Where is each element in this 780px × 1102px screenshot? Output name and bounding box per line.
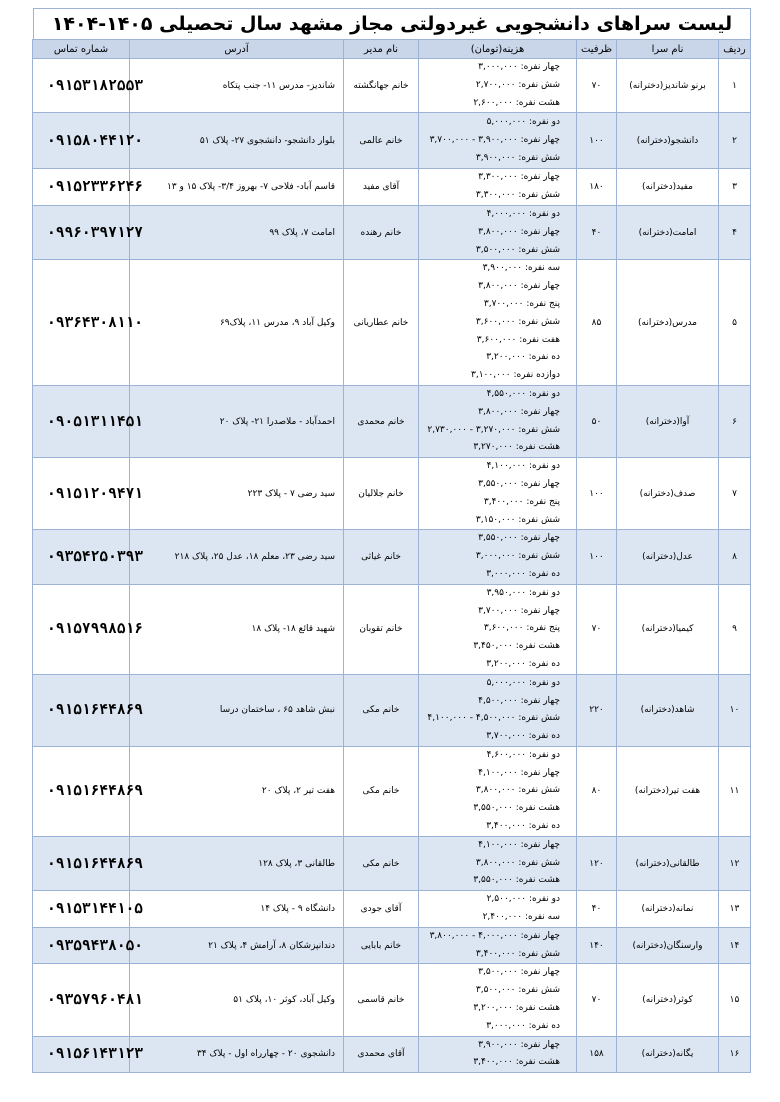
row-number-cell: ۳	[719, 169, 751, 206]
cost-line: شش نفره: ۳,۸۰۰,۰۰۰	[475, 857, 560, 868]
cost-cell	[419, 385, 577, 457]
cost-line: شش نفره: ۳,۵۰۰,۰۰۰	[475, 244, 560, 255]
row-number-cell: ۱۶	[719, 1036, 751, 1073]
cost-line: ده نفره: ۳,۲۰۰,۰۰۰	[486, 658, 560, 669]
dorm-name-cell: کوثر(دخترانه)	[617, 964, 719, 1036]
phone-cell: ۰۹۱۵۱۶۴۴۸۶۹	[33, 674, 130, 746]
cost-line: دو نفره: ۴,۱۰۰,۰۰۰	[486, 461, 560, 472]
dormitory-table	[32, 39, 751, 1073]
table-row	[33, 169, 751, 206]
cost-line: شش نفره: ۲,۷۰۰,۰۰۰	[475, 79, 560, 90]
table-row	[33, 836, 751, 890]
cost-cell	[419, 1036, 577, 1073]
table-row	[33, 1036, 751, 1073]
row-number-cell: ۱۲	[719, 836, 751, 890]
address-cell: دانشجوی ۲۰ - چهارراه اول - پلاک ۳۴	[130, 1036, 344, 1073]
dorm-name-cell: عدل(دخترانه)	[617, 530, 719, 584]
cost-line: چهار نفره: ۳,۵۵۰,۰۰۰	[478, 478, 560, 489]
cost-cell	[419, 205, 577, 259]
cost-line: چهار نفره: ۳,۷۰۰,۰۰۰	[478, 605, 560, 616]
cost-cell	[419, 530, 577, 584]
table-row	[33, 964, 751, 1036]
cost-line: چهار نفره: ۴,۵۰۰,۰۰۰	[478, 695, 560, 706]
cost-line: پنج نفره: ۳,۴۰۰,۰۰۰	[483, 496, 560, 507]
cost-line: ده نفره: ۳,۰۰۰,۰۰۰	[486, 568, 560, 579]
phone-cell: ۰۹۱۵۱۶۴۴۸۶۹	[33, 836, 130, 890]
cost-line: چهار نفره: ۳,۹۰۰,۰۰۰	[478, 1039, 560, 1050]
address-cell: طالقانی ۳، پلاک ۱۲۸	[130, 836, 344, 890]
dorm-name-cell: دانشجو(دخترانه)	[617, 113, 719, 169]
cost-cell	[419, 113, 577, 169]
dorm-name-cell: مدرس(دخترانه)	[617, 260, 719, 386]
table-row	[33, 113, 751, 169]
capacity-cell: ۴۰	[577, 205, 617, 259]
cost-line: پنج نفره: ۳,۷۰۰,۰۰۰	[483, 298, 560, 309]
cost-line: شش نفره: ۳,۱۵۰,۰۰۰	[475, 514, 560, 525]
page-title: لیست سراهای دانشجویی غیردولتی مجاز مشهد سال تحصیلی ۱۴۰۵-۱۴۰۴	[33, 8, 751, 39]
cost-line: چهار نفره: ۳,۵۰۰,۰۰۰	[478, 967, 560, 978]
dorm-name-cell: وارسنگان(دخترانه)	[617, 927, 719, 964]
manager-cell: آقای مفید	[344, 169, 419, 206]
cost-cell	[419, 458, 577, 530]
cost-line: چهار نفره: ۳,۹۰۰,۰۰۰ - ۳,۷۰۰,۰۰۰	[429, 134, 560, 145]
manager-cell: آقای جودی	[344, 891, 419, 928]
capacity-cell: ۲۲۰	[577, 674, 617, 746]
row-number-cell: ۱۴	[719, 927, 751, 964]
capacity-cell: ۷۰	[577, 584, 617, 674]
cost-line: شش نفره: ۳,۰۰۰,۰۰۰	[475, 551, 560, 562]
cost-line: چهار نفره: ۳,۸۰۰,۰۰۰	[478, 226, 560, 237]
cost-cell	[419, 169, 577, 206]
manager-cell: آقای محمدی	[344, 1036, 419, 1073]
header-row	[33, 40, 751, 59]
address-cell: دانشگاه ۹ - پلاک ۱۴	[130, 891, 344, 928]
header-manager: نام مدیر	[344, 40, 419, 59]
row-number-cell: ۸	[719, 530, 751, 584]
manager-cell: خانم جلالیان	[344, 458, 419, 530]
capacity-cell: ۱۰۰	[577, 458, 617, 530]
table-row	[33, 385, 751, 457]
phone-cell: ۰۹۳۵۹۴۳۸۰۵۰	[33, 927, 130, 964]
dorm-name-cell: هفت تیر(دخترانه)	[617, 746, 719, 836]
cost-line: چهار نفره: ۴,۱۰۰,۰۰۰	[478, 839, 560, 850]
header-row-number: ردیف	[719, 40, 751, 59]
cost-cell	[419, 836, 577, 890]
dorm-name-cell: مفید(دخترانه)	[617, 169, 719, 206]
phone-cell: ۰۹۱۵۱۶۴۴۸۶۹	[33, 746, 130, 836]
cost-line: هشت نفره: ۲,۶۰۰,۰۰۰	[473, 97, 560, 108]
dorm-name-cell: برنو شاندیز(دخترانه)	[617, 59, 719, 113]
capacity-cell: ۱۸۰	[577, 169, 617, 206]
cost-line: ده نفره: ۳,۰۰۰,۰۰۰	[486, 1020, 560, 1031]
row-number-cell: ۱۰	[719, 674, 751, 746]
table-row	[33, 891, 751, 928]
manager-cell: خانم جهانگشته	[344, 59, 419, 113]
cost-line: ده نفره: ۳,۷۰۰,۰۰۰	[486, 731, 560, 742]
row-number-cell: ۵	[719, 260, 751, 386]
address-cell: وکیل آباد، کوثر ۱۰، پلاک ۵۱	[130, 964, 344, 1036]
manager-cell: خانم مکی	[344, 836, 419, 890]
cost-line: دوازده نفره: ۳,۱۰۰,۰۰۰	[471, 370, 560, 381]
cost-line: ده نفره: ۳,۴۰۰,۰۰۰	[486, 821, 560, 832]
capacity-cell: ۷۰	[577, 59, 617, 113]
cost-line: دو نفره: ۵,۰۰۰,۰۰۰	[486, 117, 560, 128]
header-cost: هزینه(تومان)	[419, 40, 577, 59]
cost-line: چهار نفره: ۴,۱۰۰,۰۰۰	[478, 767, 560, 778]
cost-line: هشت نفره: ۳,۴۵۰,۰۰۰	[473, 641, 560, 652]
cost-line: چهار نفره: ۳,۸۰۰,۰۰۰	[478, 281, 560, 292]
phone-cell: ۰۹۱۵۳۱۴۴۱۰۵	[33, 891, 130, 928]
address-cell: دندانپزشکان ۸، آرامش ۴، پلاک ۲۱	[130, 927, 344, 964]
cost-line: شش نفره: ۴,۵۰۰,۰۰۰ - ۴,۱۰۰,۰۰۰	[427, 713, 560, 724]
address-cell: شهید قائع ۱۸- پلاک ۱۸	[130, 584, 344, 674]
cost-line: شش نفره: ۳,۵۰۰,۰۰۰	[475, 985, 560, 996]
capacity-cell: ۱۴۰	[577, 927, 617, 964]
header-dorm-name: نام سرا	[617, 40, 719, 59]
cost-cell	[419, 891, 577, 928]
address-cell: احمدآباد - ملاصدرا ۲۱- پلاک ۲۰	[130, 385, 344, 457]
cost-line: شش نفره: ۳,۹۰۰,۰۰۰	[475, 152, 560, 163]
address-cell: سید رضی ۷ - پلاک ۲۲۳	[130, 458, 344, 530]
manager-cell: خانم مکی	[344, 746, 419, 836]
cost-cell	[419, 746, 577, 836]
header-capacity: ظرفیت	[577, 40, 617, 59]
dorm-name-cell: یگانه(دخترانه)	[617, 1036, 719, 1073]
phone-cell: ۰۹۱۵۳۱۸۲۵۵۳	[33, 59, 130, 113]
manager-cell: خانم بابایی	[344, 927, 419, 964]
manager-cell: خانم عالمی	[344, 113, 419, 169]
row-number-cell: ۱	[719, 59, 751, 113]
cost-line: هشت نفره: ۳,۵۵۰,۰۰۰	[473, 803, 560, 814]
address-cell: سید رضی ۲۳، معلم ۱۸، عدل ۲۵، پلاک ۲۱۸	[130, 530, 344, 584]
cost-line: دو نفره: ۵,۰۰۰,۰۰۰	[486, 677, 560, 688]
cost-line: شش نفره: ۳,۴۰۰,۰۰۰	[475, 948, 560, 959]
manager-cell: خانم قاسمی	[344, 964, 419, 1036]
capacity-cell: ۱۰۰	[577, 113, 617, 169]
phone-cell: ۰۹۱۵۸۰۴۴۱۲۰	[33, 113, 130, 169]
capacity-cell: ۴۰	[577, 891, 617, 928]
phone-cell: ۰۹۳۵۴۲۵۰۳۹۳	[33, 530, 130, 584]
cost-line: شش نفره: ۳,۶۰۰,۰۰۰	[475, 316, 560, 327]
cost-cell	[419, 964, 577, 1036]
cost-line: دو نفره: ۳,۹۵۰,۰۰۰	[486, 587, 560, 598]
manager-cell: خانم غیاثی	[344, 530, 419, 584]
capacity-cell: ۱۰۰	[577, 530, 617, 584]
address-cell: قاسم آباد- فلاحی ۷- بهروز ۳/۴- پلاک ۱۵ و ۱۳	[130, 169, 344, 206]
cost-line: چهار نفره: ۳,۳۰۰,۰۰۰	[478, 172, 560, 183]
phone-cell: ۰۹۱۵۶۱۴۳۱۲۳	[33, 1036, 130, 1073]
cost-cell	[419, 674, 577, 746]
capacity-cell: ۵۰	[577, 385, 617, 457]
row-number-cell: ۶	[719, 385, 751, 457]
table-body	[33, 59, 751, 1073]
cost-line: سه نفره: ۳,۹۰۰,۰۰۰	[482, 263, 560, 274]
cost-cell	[419, 59, 577, 113]
manager-cell: خانم رهنده	[344, 205, 419, 259]
row-number-cell: ۱۳	[719, 891, 751, 928]
dorm-name-cell: کیمیا(دخترانه)	[617, 584, 719, 674]
table-row	[33, 746, 751, 836]
dorm-name-cell: شاهد(دخترانه)	[617, 674, 719, 746]
dorm-name-cell: صدف(دخترانه)	[617, 458, 719, 530]
phone-cell: ۰۹۰۵۱۳۱۱۴۵۱	[33, 385, 130, 457]
table-row	[33, 927, 751, 964]
dorm-name-cell: طالقانی(دخترانه)	[617, 836, 719, 890]
dorm-name-cell: امامت(دخترانه)	[617, 205, 719, 259]
table-row	[33, 530, 751, 584]
row-number-cell: ۹	[719, 584, 751, 674]
manager-cell: خانم مکی	[344, 674, 419, 746]
cost-line: هشت نفره: ۳,۲۰۰,۰۰۰	[473, 1003, 560, 1014]
table-row	[33, 458, 751, 530]
cost-line: چهار نفره: ۳,۵۵۰,۰۰۰	[478, 533, 560, 544]
cost-line: چهار نفره: ۳,۰۰۰,۰۰۰	[478, 62, 560, 72]
capacity-cell: ۷۰	[577, 964, 617, 1036]
cost-line: دو نفره: ۴,۶۰۰,۰۰۰	[486, 749, 560, 760]
address-cell: نبش شاهد ۶۵ ، ساختمان درسا	[130, 674, 344, 746]
address-cell: وکیل آباد ۹، مدرس ۱۱، پلاک۶۹	[130, 260, 344, 386]
cost-line: هشت نفره: ۳,۵۵۰,۰۰۰	[473, 875, 560, 886]
address-cell: هفت تیر ۲، پلاک ۲۰	[130, 746, 344, 836]
address-cell: امامت ۷، پلاک ۹۹	[130, 205, 344, 259]
cost-line: دو نفره: ۴,۰۰۰,۰۰۰	[486, 208, 560, 219]
cost-line: شش نفره: ۳,۲۷۰,۰۰۰ - ۲,۷۳۰,۰۰۰	[427, 424, 560, 435]
table-row	[33, 205, 751, 259]
phone-cell: ۰۹۳۵۷۹۶۰۴۸۱	[33, 964, 130, 1036]
cost-line: شش نفره: ۳,۳۰۰,۰۰۰	[475, 190, 560, 201]
cost-line: هشت نفره: ۳,۴۰۰,۰۰۰	[473, 1057, 560, 1068]
dorm-name-cell: نمانه(دخترانه)	[617, 891, 719, 928]
cost-line: پنج نفره: ۳,۶۰۰,۰۰۰	[483, 623, 560, 634]
cost-line: هشت نفره: ۳,۲۷۰,۰۰۰	[473, 442, 560, 453]
phone-cell: ۰۹۳۶۴۳۰۸۱۱۰	[33, 260, 130, 386]
row-number-cell: ۴	[719, 205, 751, 259]
table-row	[33, 584, 751, 674]
cost-cell	[419, 584, 577, 674]
manager-cell: خانم تقوبان	[344, 584, 419, 674]
cost-line: دو نفره: ۲,۵۰۰,۰۰۰	[486, 894, 560, 905]
header-address: آدرس	[130, 40, 344, 59]
table-row	[33, 674, 751, 746]
cost-line: هفت نفره: ۳,۶۰۰,۰۰۰	[476, 334, 560, 345]
table-row	[33, 59, 751, 113]
dorm-name-cell: آوا(دخترانه)	[617, 385, 719, 457]
manager-cell: خانم عطاریانی	[344, 260, 419, 386]
row-number-cell: ۷	[719, 458, 751, 530]
table-row	[33, 260, 751, 386]
manager-cell: خانم محمدی	[344, 385, 419, 457]
cost-line: سه نفره: ۲,۴۰۰,۰۰۰	[482, 912, 560, 923]
capacity-cell: ۸۰	[577, 746, 617, 836]
phone-cell: ۰۹۹۶۰۳۹۷۱۲۷	[33, 205, 130, 259]
cost-line: ده نفره: ۳,۲۰۰,۰۰۰	[486, 352, 560, 363]
cost-line: شش نفره: ۳,۸۰۰,۰۰۰	[475, 785, 560, 796]
cost-line: دو نفره: ۴,۵۵۰,۰۰۰	[486, 388, 560, 399]
address-cell: بلوار دانشجو- دانشجوی ۲۷- پلاک ۵۱	[130, 113, 344, 169]
phone-cell: ۰۹۱۵۷۹۹۸۵۱۶	[33, 584, 130, 674]
phone-cell: ۰۹۱۵۲۳۳۶۲۴۶	[33, 169, 130, 206]
cost-line: چهار نفره: ۳,۸۰۰,۰۰۰	[478, 406, 560, 417]
capacity-cell: ۸۵	[577, 260, 617, 386]
row-number-cell: ۱۵	[719, 964, 751, 1036]
row-number-cell: ۱۱	[719, 746, 751, 836]
header-phone: شماره تماس	[33, 40, 130, 59]
cost-line: چهار نفره: ۴,۰۰۰,۰۰۰ - ۳,۸۰۰,۰۰۰	[429, 930, 560, 941]
row-number-cell: ۲	[719, 113, 751, 169]
phone-cell: ۰۹۱۵۱۲۰۹۴۷۱	[33, 458, 130, 530]
address-cell: شاندیز- مدرس ۱۱- جنب پتکاه	[130, 59, 344, 113]
capacity-cell: ۱۵۸	[577, 1036, 617, 1073]
cost-cell	[419, 260, 577, 386]
cost-cell	[419, 927, 577, 964]
capacity-cell: ۱۲۰	[577, 836, 617, 890]
dormitory-sheet	[33, 8, 751, 1073]
